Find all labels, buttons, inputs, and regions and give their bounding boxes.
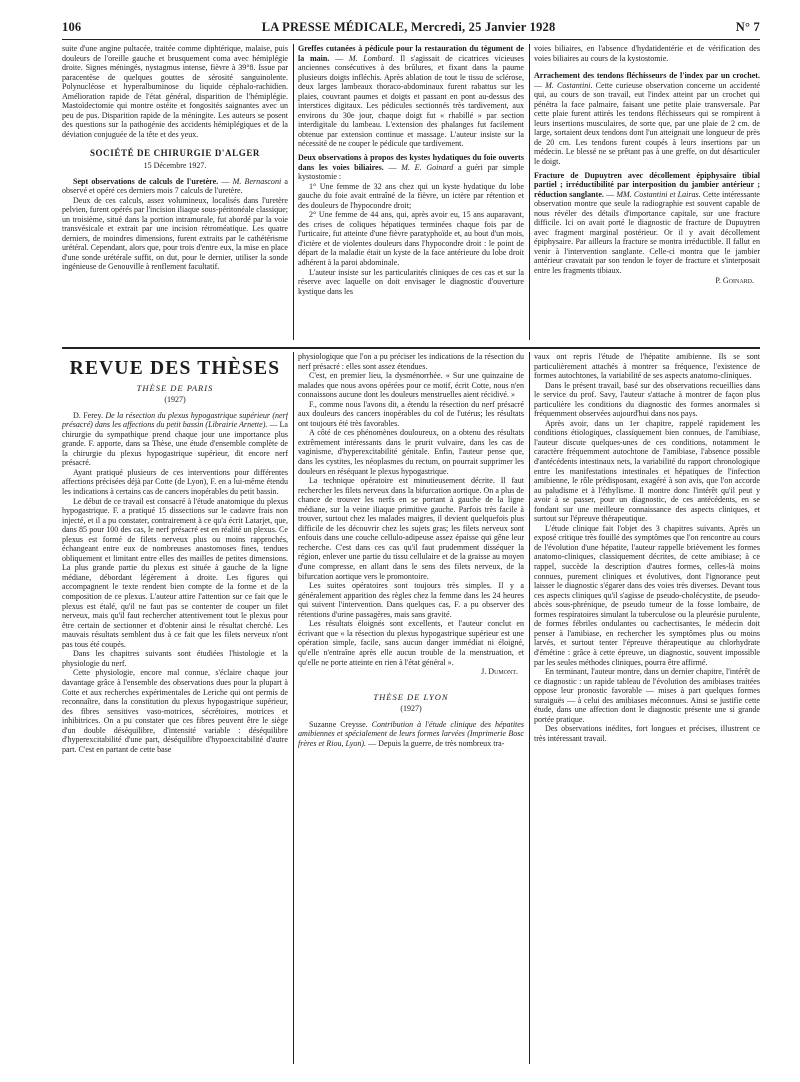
thesis-text: Des observations inédites, fort longues et précises, illustrent ce très intéressant travail. [534, 724, 760, 743]
article-title: Deux observations à propos des kystes hydatiques du foie ouverts dans les voies biliaires. [298, 153, 524, 172]
article-author: M. Costantini [545, 80, 591, 90]
article-author: M. E. Goinard [401, 162, 454, 172]
article-text: voies biliaires, en l'absence d'hydatidentérie et de vérification des voies biliaires au cours de la kystostomie. [534, 44, 760, 63]
article-text: 1° Une femme de 32 ans chez qui un kyste hydatique du lobe gauche du foie avait entraîné de la fièvre, un ictère par rétention et des douleurs de l'hypocondre droit; [298, 181, 524, 210]
header-rule [62, 39, 760, 40]
signature: P. Goinard. [715, 275, 754, 285]
thesis-text: Le début de ce travail est consacré à l'étude anatomique du plexus hypogastrique. F. a pratiqué 15 dissections sur le cadavre frais non injecté, et il a pu constater, contrairement à ce qu'a écrit Latarjet, que, dans 85 pour 100 des cas, le nerf présacré est en réalité un plexus. Ce plexus est formé de filets nerveux plus ou moins rapprochés, échangeant entre eux de nombreuses anastomoses fines, tendues obliquement et limitant entre elles des mailles de petites dimensions. La plus grande partie du plexus est située à gauche de la ligne médiane, débordant légèrement à droite. Les figures qui accompagnent le texte rendent bien compte de la forme et de la composition de ce plexus. L'auteur attire l'attention sur ce fait que le plexus est étalé, qu'il ne faut pas se contenter de couper un filet nerveux, mais qu'il faut rechercher attentivement tout le plexus pour être certain de sectionner et d'obtenir ainsi le résultat cherché. Les mauvais résultats semblent dus à ce fait que les filets nerveux n'ont pas tous été coupés. [62, 496, 288, 649]
article-author: M. Bernasconi [232, 176, 282, 186]
column-divider [293, 352, 294, 1064]
bottom-column-2 [298, 352, 524, 1064]
article-arrachement: Arrachement des tendons fléchisseurs de l'index par un crochet. — M. Costantini. Cette curieuse observation concerne un accidenté qui, au cours de son travail, eut l'index atteint par un crochet qui pénétra la face palmaire, faisant une petite plaie transversale. Par cette plaie furent attirés les tendons fléchisseurs qui se rompirent à leurs insertions musculaires, de sorte que, par une plaie de 2 cm. de large, sortaient deux tendons dont l'un atteignait une longueur de près de 20 cm. Les tendons furent coupés à leurs insertions par un médecin. Le blessé ne se prêtant pas à une greffe, on dut désarticuler le doigt. [534, 71, 760, 167]
section-rule [62, 347, 760, 349]
thesis-text: — La chirurgie du sympathique prend chaque jour une importance plus grande. F. apporte, dans sa Thèse, une étude d'ensemble complète de la chirurgie du plexus hypogastrique supérieur, dit encore nerf présacré. [62, 420, 288, 468]
top-column-3 [534, 44, 760, 344]
these-lyon-heading: THÈSE DE LYON [373, 691, 449, 702]
column-divider [529, 44, 530, 340]
article-title: Sept observations de calculs de l'uretère. [73, 176, 219, 186]
journal-title: LA PRESSE MÉDICALE, Mercredi, 25 Janvier 1928 [261, 20, 556, 34]
article-text: Il s'agissait de cicatrices vicieuses anciennes consécutives à des brûlures, et fixant dans la paume plusieurs doigts infléchis. Après ablation de tout le tissu de sclérose, deux larges lambeaux thoraco-abdominaux furent rabattus sur les plaies, couvrant paumes et doigts et passant en pont au-dessus des interstices digitaux. Les pédicules sectionnés très tardivement, aux environs du 30e jour, chaque doigt fut « rhabillé » par section interdigitale du lambeau. L'extension des phalanges fut facilement obtenue par extension continue et massage. L'auteur insiste sur la nécessité de ne couper le pédicule que tardivement. [298, 53, 524, 149]
top-column-1 [62, 44, 288, 340]
column-divider [293, 44, 294, 340]
signature: J. Dumont. [481, 667, 518, 677]
society-heading: SOCIÉTÉ DE CHIRURGIE D'ALGER [89, 148, 261, 159]
thesis-text: Les résultats éloignés sont excellents, et l'auteur conclut en écrivant que « la résection du plexus hypogastrique supérieur est une opération simple, facile, sans aucun danger immédiat ni éloigné, qu'elle n'entraîne après elle aucun trouble de la menstruation, et qu'elle ne porte atteinte en rien à l'état général ». [298, 619, 524, 667]
article-text: Deux de ces calculs, assez volumineux, localisés dans l'uretère pelvien, furent opérés par l'incision iliaque sous-péritonéale classique; un troisième, situé dans la portion intramurale, fut abordé par la voie transvésicale et extrait par une incision rétroméatique. Les quatre derniers, de moindres dimensions, furent extraits par le cathétérisme urétéral. Cependant, alors que, pour trois d'entre eux, la mise en place d'une sonde urétérale suffit, on dut, pour le dernier, utiliser la sonde ingénieuse de Genouville à renflement facultatif. [62, 195, 288, 272]
article-text: a guéri par simple kystostomie : [298, 162, 524, 182]
article-kystes: Deux observations à propos des kystes hydatiques du foie ouverts dans les voies biliaires. — M. E. Goinard a guéri par simple kystostomie : [298, 153, 524, 182]
thesis-title: Contribution à l'étude clinique des hépatites amibiennes et spécialement de leurs formes larvées [298, 719, 524, 739]
thesis-text: C'est, en premier lieu, la dysménorrhée. « Sur une quinzaine de malades que nous avons opérées pour ce motif, écrit Cotte, nous n'en connaissons aucune dont les douleurs menstruelles aient récidivé. » [298, 371, 524, 400]
article-text: a observé et opéré ces derniers mois 7 calculs de l'uretère. [62, 176, 288, 196]
thesis-text: L'étude clinique fait l'objet des 3 chapitres suivants. Après un exposé critique très fouillé des symptômes que l'on rencontre au cours de l'évolution d'une hépatite, l'auteur rappelle brièvement les formes anatomo-cliniques, classiquement décrites, de cette amibiase; à ce rappel, succède la description d'autres formes, celles-là moins connues, purement cliniques et évolutives, dont l'ignorance peut laisser le diagnostic s'égarer dans des voies très diverses. Devant tous ces aspects cliniques qu'il s'agisse de pseudo-cholécystite, de pseudo-abcès sous-phrénique, de pseudo tumeur de la fosse lombaire, de formes respiratoires simulant la tuberculose ou la pleurésie purulente, de formes fébriles ondulantes ou cachectisantes, le médecin doit penser à l'amibiase, en rechercher les symptômes plus ou moins larvés, et surtout tenter l'épreuve thérapeutique au chlorhydrate d'émétine : grâce à cette épreuve, un diagnostic, souvent impossible par les seules méthodes cliniques, pourra être affirmé. [534, 523, 760, 667]
thesis-text: Dans le présent travail, basé sur des observations recueillies dans le service du prof. Savy, l'auteur s'attache à montrer de façon plus particulière les conditions du diagnostic des formes anormales si fréquemment observées aujourd'hui dans nos pays. [534, 380, 760, 419]
page-number: 106 [62, 20, 82, 34]
thesis-creysse [298, 720, 524, 749]
article-calculs: Sept observations de calculs de l'uretère. — M. Bernasconi a observé et opéré ces derniers mois 7 calculs de l'uretère. [62, 176, 288, 196]
thesis-text: vaux ont repris l'étude de l'hépatite amibienne. Ils se sont particulièrement attachés à montrer sa fréquence, l'existence de formes autochtones, la variabilité de ses aspects anatomo-cliniques. [534, 352, 760, 381]
article-text: L'auteur insiste sur les particularités cliniques de ces cas et sur la réserve avec laquelle on doit envisager le diagnostic d'ouverture kystique dans les [298, 267, 524, 296]
these-paris-heading: THÈSE DE PARIS [136, 382, 214, 393]
thesis-ferey [62, 411, 288, 468]
thesis-publisher: (Imprimerie Bosc frères et Riou, Lyon). [298, 729, 524, 748]
these-lyon-year: (1927) [400, 704, 422, 714]
these-paris-year: (1927) [164, 395, 186, 405]
article-title: Greffes cutanées à pédicule pour la restauration du tégument de la main. [298, 44, 524, 63]
bottom-column-3 [534, 352, 760, 1064]
article-title: Fracture de Dupuytren avec décollement épiphysaire tibial partiel ; irréductibilité par interposition du jambier antérieur ; réduction sanglante. [534, 170, 760, 199]
thesis-author: Suzanne Creysse. [309, 719, 368, 729]
thesis-text: Cette physiologie, encore mal connue, s'éclaire chaque jour davantage grâce à l'ensemble des observations dues pour la plupart à Cotte et aux recherches expérimentales de Leriche qui ont permis de reconnaître, dans la constitution du plexus hypogastrique supérieur, des fibres sensitives vaso-motrices, sécrétoires, motrices et inhibitrices. On a pu constater que ces fibres peuvent être le siège d'un double déséquilibre, d'intensité variable : déséquilibre d'hyperexcitabilité d'une part, déséquilibre d'hypoexcitabilité d'autre part. C'est en partant de cette base [62, 668, 288, 754]
thesis-title: De la résection du plexus hypogastrique supérieur (nerf présacré) dans les affections du petit bassin [62, 410, 288, 430]
thesis-publisher: (Librairie Arnette). [205, 420, 268, 430]
article-greffes: Greffes cutanées à pédicule pour la restauration du tégument de la main. — M. Lombard. Il s'agissait de cicatrices vicieuses anciennes consécutives à des brûlures, et fixant dans la paume plusieurs doigts infléchis. Après ablation de tout le tissu de sclérose, deux larges lambeaux thoraco-abdominaux furent rabattus sur les plaies, couvrant paumes et doigts et passant en pont au-dessus des interstices digitaux. Les pédicules sectionnés très tardivement, aux environs du 30e jour, chaque doigt fut « rhabillé » par section interdigitale du lambeau. L'extension des phalanges fut facilement obtenue par extension continue et massage. L'auteur insiste sur la nécessité de ne couper le pédicule que tardivement. [298, 44, 524, 149]
article-author: MM. Costantini et Lairas [616, 189, 699, 199]
page-header [62, 20, 760, 38]
thesis-text: Dans les chapitres suivants sont étudiées l'histologie et la physiologie du nerf. [62, 649, 288, 668]
thesis-text: En terminant, l'auteur montre, dans un dernier chapitre, l'intérêt de ce diagnostic : un rapide tableau de l'évolution des amibiases traitées oppose leur pronostic favorable — mises à part quelques formes suraiguës — à celui des amibiases méconnues. Ainsi se justifie cette étude, dans une affection dont le diagnostic présente une si grande portée pratique. [534, 667, 760, 724]
thesis-text: Ayant pratiqué plusieurs de ces interventions pour différentes affections précisées déjà par Cotte (de Lyon), F. en a lui-même étendu les indications à certains cas de cancers inopérables du petit bassin. [62, 467, 288, 497]
bottom-column-1 [62, 352, 288, 1064]
thesis-text: A côté de ces phénomènes douloureux, on a obtenu des résultats extrêmement intéressants dans le prurit vulvaire, dans les cas de vaginisme, d'hyperexcitabilité génitale. Enfin, l'auteur pense que, dans les cystites, les néoplasmes du rectum, on pourrait supprimer les douleurs en réséquant le plexus hypogastrique. [298, 428, 524, 476]
article-dupuytren: Fracture de Dupuytren avec décollement épiphysaire tibial partiel ; irréductibilité par interposition du jambier antérieur ; réduction sanglante. — MM. Costantini et Lairas. Cette intéressante observation montre que seule la radiographie est souvent capable de nous révéler des détails d'importance capitale, sur une fracture difficile. Ici on avait porté le diagnostic de fracture de Dupuytren avec fragment marginal postérieur. Or il y avait décollement épiphysaire. Par ailleurs la fracture se montra irréductible. Il fallut en venir à l'intervention sanglante. Celle-ci montra que le jambier antérieur cravatait par son tendon le foyer de fracture et s'interposait entre les fragments tibiaux. [534, 170, 760, 276]
article-text: 2° Une femme de 44 ans, qui, après avoir eu, 15 ans auparavant, des crises de coliques hépatiques terminées chaque fois par de l'urticaire, fut atteinte d'une fièvre paratyphoïde et, au bout d'un mois, d'ictère et de violentes douleurs dans l'hypocondre droit : le point de départ de la maladie était un kyste de la face antérieure du lobe droit adhérent à la paroi abdominale. [298, 210, 524, 268]
column-divider [529, 352, 530, 1064]
society-date: 15 Décembre 1927. [143, 161, 207, 171]
issue-number: N° 7 [735, 20, 760, 34]
continuation-text: suite d'une angine pultacée, traitée comme diphtérique, malaise, puis douleurs de l'oreille gauche et brusquement coma avec hémiplégie droite. Signes méningés, nystagmus intense, fièvre à 39°8. Issue par paracentèse de quelques gouttes de sérosité sanguinolente. Polynucléose et hyperalbuminose du liquide céphalo-rachidien. Amélioration rapide de l'état général, disparition de l'hémiplégie. Mastoïdectomie qui montre ostéite et fongosités saignantes avec un peu de pus. Disparition rapide de la méningite. Les auteurs se posent des questions sur la pathogénie des accidents hémiplégiques et de la déviation conjuguée de la tête et des yeux. [62, 44, 288, 139]
article-text: Cette intéressante observation montre que seule la radiographie est souvent capable de nous révéler des détails d'importance capitale, sur une fracture difficile. Ici on avait porté le diagnostic de fracture de Dupuytren avec fragment marginal postérieur. Or il y avait décollement épiphysaire. Par ailleurs la fracture se montra irréductible. Il fallut en venir à l'intervention sanglante. Celle-ci montra que le jambier antérieur cravatait par son tendon le foyer de fracture et s'interposait entre les fragments tibiaux. [534, 189, 760, 276]
article-text: Cette curieuse observation concerne un accidenté qui, au cours de son travail, eut l'index atteint par un crochet qui pénétra la face palmaire, faisant une petite plaie transversale. Par cette plaie furent attirés les tendons fléchisseurs qui se rompirent à leurs insertions musculaires, de sorte que, par une plaie de 2 cm. de large, sortaient deux tendons dont l'un atteignait une longueur de près de 20 cm. Les tendons furent coupés à leurs insertions par un médecin. Le blessé ne se prêtant pas à une greffe, on dut désarticuler le doigt. [534, 80, 760, 167]
thesis-text: La technique opératoire est minutieusement décrite. Il faut rechercher les filets nerveux dans la bifurcation aortique. On a plus de chance de trouver les nerfs en se portant à gauche de la ligne médiane, sur la veine iliaque primitive gauche. Parfois très facile à trouver, surtout chez les malades maigres, il devient quelquefois plus difficile de les découvrir chez les sujets gras; les filets nerveux sont enfouis dans une couche cellulo-adipeuse assez épaisse qui gêne leur recherche. C'est dans ces cas qu'il faut prudemment disséquer la région, enlever une partie du tissu cellulaire et de la graisse au moyen d'une compresse, en allant dans le sens des filets nerveux, de la bifurcation aortique vers le promontoire. [298, 476, 524, 581]
thesis-text: physiologique que l'on a pu préciser les indications de la résection du nerf présacré : elles sont assez étendues. [298, 352, 524, 371]
thesis-author: D. Ferey. [73, 410, 103, 420]
section-title: REVUE DES THÈSES [69, 358, 281, 379]
thesis-text: Après avoir, dans un 1er chapitre, rappelé rapidement les conditions étiologiques, classiquement bien connues, de l'amibiase, l'auteur discute quelques-unes de ces conditions, notamment le caractère fréquemment autochtone de l'amibiase, l'absence possible d'antécédents intestinaux nets, la variabilité du rapport chronologique entre les manifestations intestinales et hépatiques de l'infection amibienne, le rôle prédisposant, exagéré à son avis, que l'on accorde au paludisme et à l'éthylisme. Il montre donc l'intérêt qu'il peut y avoir à se passer, pour un diagnostic, de ces antécédents, en se fondant sur une meilleure connaissance des aspects cliniques, et surtout sur l'épreuve thérapeutique. [534, 418, 760, 524]
top-column-2 [298, 44, 524, 340]
article-author: M. Lombard [348, 53, 393, 63]
thesis-text: F., comme nous l'avons dit, a étendu la résection du nerf présacré aux douleurs des cancers inopérables du col de l'utérus; les résultats ont toujours été très favorables. [298, 399, 524, 428]
thesis-text: Les suites opératoires sont toujours très simples. Il y a généralement apparition des règles chez la femme dans les 24 heures qui suivent l'intervention. Dans quelques cas, F. a pu observer des rétentions d'urine passagères, mais sans gravité. [298, 581, 524, 619]
thesis-text: — Depuis la guerre, de très nombreux tra- [368, 738, 505, 748]
article-title: Arrachement des tendons fléchisseurs de l'index par un crochet. [534, 71, 760, 81]
